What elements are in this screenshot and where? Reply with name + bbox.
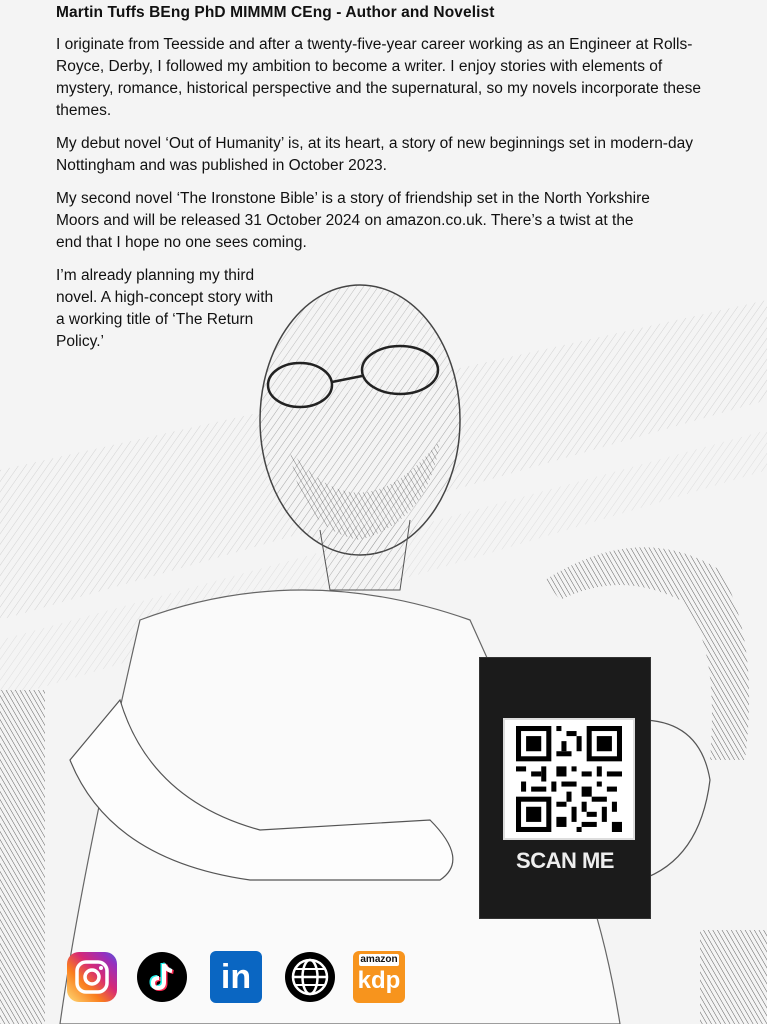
scan-me-label: SCAN ME — [516, 848, 614, 873]
amazon-kdp-icon[interactable] — [353, 951, 405, 1003]
website-globe-icon[interactable] — [284, 951, 336, 1003]
linkedin-icon-text: in — [220, 958, 252, 996]
bio-paragraph-1: I originate from Teesside and after a twenty-five-year career working as an Engineer at Rolls-Royce, Derby, I followed my ambition to become a writer. I enjoy stories with elements of mystery, romance, historical perspective and the supernatural, so my novels incorporate these themes. — [56, 36, 701, 119]
bio-paragraph-4: I’m already planning my third novel. A high-concept story with a working title of ‘The Return Policy.’ — [56, 267, 274, 350]
instagram-icon[interactable] — [66, 951, 118, 1003]
bio-paragraph-2: My debut novel ‘Out of Humanity’ is, at its heart, a story of new beginnings set in modern-day Nottingham and was published in October 2023. — [56, 135, 693, 174]
bio-text-block — [56, 0, 716, 364]
bio-paragraph-3: My second novel ‘The Ironstone Bible’ is a story of friendship set in the North Yorkshire Moors and will be released 31 October 2024 on amazon.co.uk. There’s a twist at the end that I hope no one sees coming. — [56, 190, 650, 251]
qr-code[interactable] — [503, 718, 635, 840]
linkedin-icon[interactable] — [210, 951, 262, 1003]
kdp-amazon-label: amazon — [360, 954, 398, 965]
kdp-label: kdp — [357, 967, 401, 994]
page-title: Martin Tuffs BEng PhD MIMMM CEng - Author and Novelist — [56, 4, 495, 21]
qr-code-icon — [513, 726, 625, 832]
scan-me-card — [479, 657, 651, 919]
tiktok-icon[interactable] — [136, 951, 188, 1003]
